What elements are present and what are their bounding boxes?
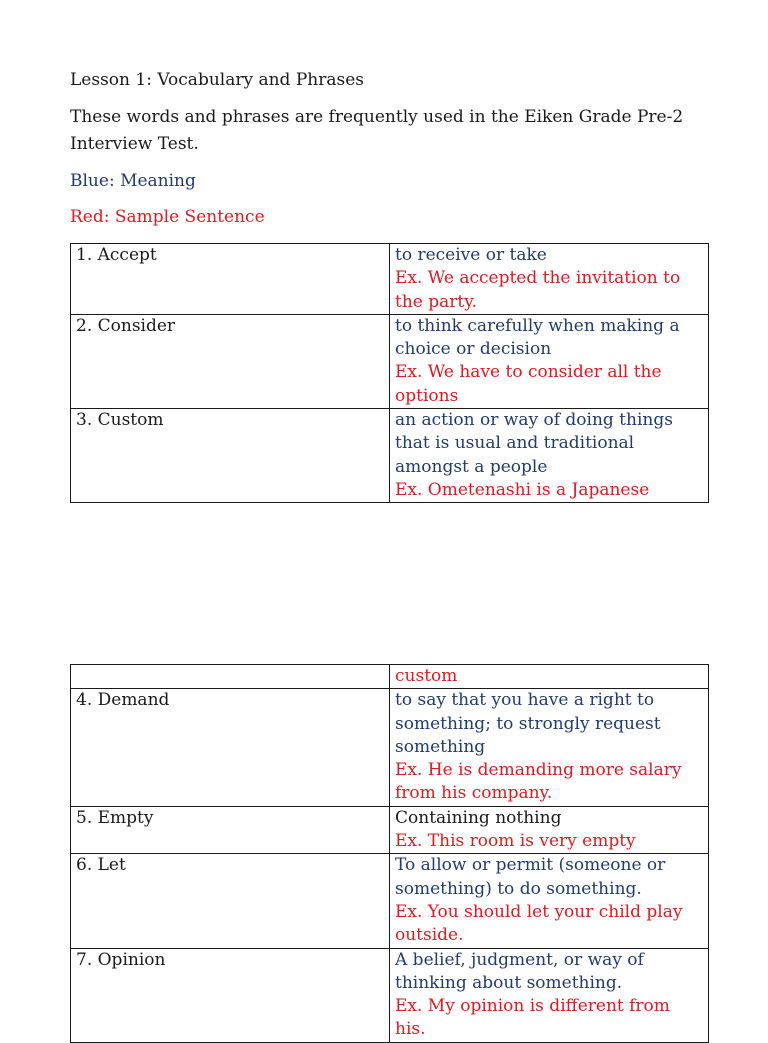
sample-sentence: Ex. We accepted the invitation to bbox=[395, 268, 681, 289]
table-row bbox=[71, 244, 709, 315]
sample-sentence: Ex. You should let your child play bbox=[395, 901, 683, 922]
vocab-term: 7. Opinion bbox=[71, 948, 390, 1042]
intro-line-1: These words and phrases are frequently used in the Eiken Grade Pre-2 bbox=[70, 107, 684, 127]
meaning-text: something; to strongly request bbox=[395, 713, 661, 734]
sample-sentence: outside. bbox=[395, 925, 464, 946]
vocab-definition bbox=[390, 948, 709, 1042]
intro-line-2: Interview Test. bbox=[70, 134, 199, 154]
sample-sentence: Ex. This room is very empty bbox=[395, 831, 636, 852]
meaning-text: A belief, judgment, or way of bbox=[395, 949, 644, 970]
meaning-text: amongst a people bbox=[395, 456, 548, 477]
sample-sentence: Ex. He is demanding more salary bbox=[395, 760, 682, 781]
definition-text: Containing nothing bbox=[395, 807, 562, 828]
vocab-term: 3. Custom bbox=[71, 409, 390, 503]
meaning-text: choice or decision bbox=[395, 339, 552, 360]
meaning-text: to say that you have a right to bbox=[395, 690, 655, 711]
legend-red: Red: Sample Sentence bbox=[70, 207, 265, 227]
meaning-text: to receive or take bbox=[395, 245, 547, 265]
sample-sentence: Ex. We have to consider all the bbox=[395, 362, 662, 383]
meaning-text: that is usual and traditional bbox=[395, 433, 635, 454]
table-row bbox=[71, 806, 709, 854]
meaning-text: thinking about something. bbox=[395, 972, 623, 993]
sample-sentence: his. bbox=[395, 1019, 426, 1040]
table-row bbox=[71, 314, 709, 408]
sample-sentence: the party. bbox=[395, 291, 477, 312]
sample-sentence: Ex. My opinion is different from bbox=[395, 996, 670, 1017]
vocab-definition bbox=[390, 665, 709, 689]
vocab-term: 5. Empty bbox=[71, 806, 390, 854]
table-row bbox=[71, 409, 709, 503]
vocab-table-1 bbox=[70, 243, 709, 503]
table-row bbox=[71, 665, 709, 689]
meaning-text: to think carefully when making a bbox=[395, 315, 680, 336]
vocab-definition bbox=[390, 854, 709, 948]
vocab-definition bbox=[390, 806, 709, 854]
sample-sentence: custom bbox=[395, 666, 458, 686]
meaning-text: an action or way of doing things bbox=[395, 410, 673, 431]
vocab-definition bbox=[390, 314, 709, 408]
meaning-text: something) to do something. bbox=[395, 878, 642, 899]
meaning-text: To allow or permit (someone or bbox=[395, 855, 666, 876]
sample-sentence: from his company. bbox=[395, 783, 553, 804]
sample-sentence: options bbox=[395, 385, 459, 406]
vocab-table-2 bbox=[70, 664, 709, 1043]
legend-blue: Blue: Meaning bbox=[70, 171, 196, 191]
table-row bbox=[71, 948, 709, 1042]
table-row bbox=[71, 854, 709, 948]
vocab-term: 4. Demand bbox=[71, 689, 390, 806]
vocab-term: 6. Let bbox=[71, 854, 390, 948]
sample-sentence: Ex. Ometenashi is a Japanese bbox=[395, 479, 650, 500]
table-row bbox=[71, 689, 709, 806]
vocab-term: 2. Consider bbox=[71, 314, 390, 408]
vocab-definition bbox=[390, 244, 709, 315]
vocab-definition bbox=[390, 689, 709, 806]
vocab-definition bbox=[390, 409, 709, 503]
lesson-title: Lesson 1: Vocabulary and Phrases bbox=[70, 70, 365, 90]
vocab-term: 1. Accept bbox=[71, 244, 390, 315]
vocab-term bbox=[71, 665, 390, 689]
meaning-text: something bbox=[395, 736, 486, 757]
